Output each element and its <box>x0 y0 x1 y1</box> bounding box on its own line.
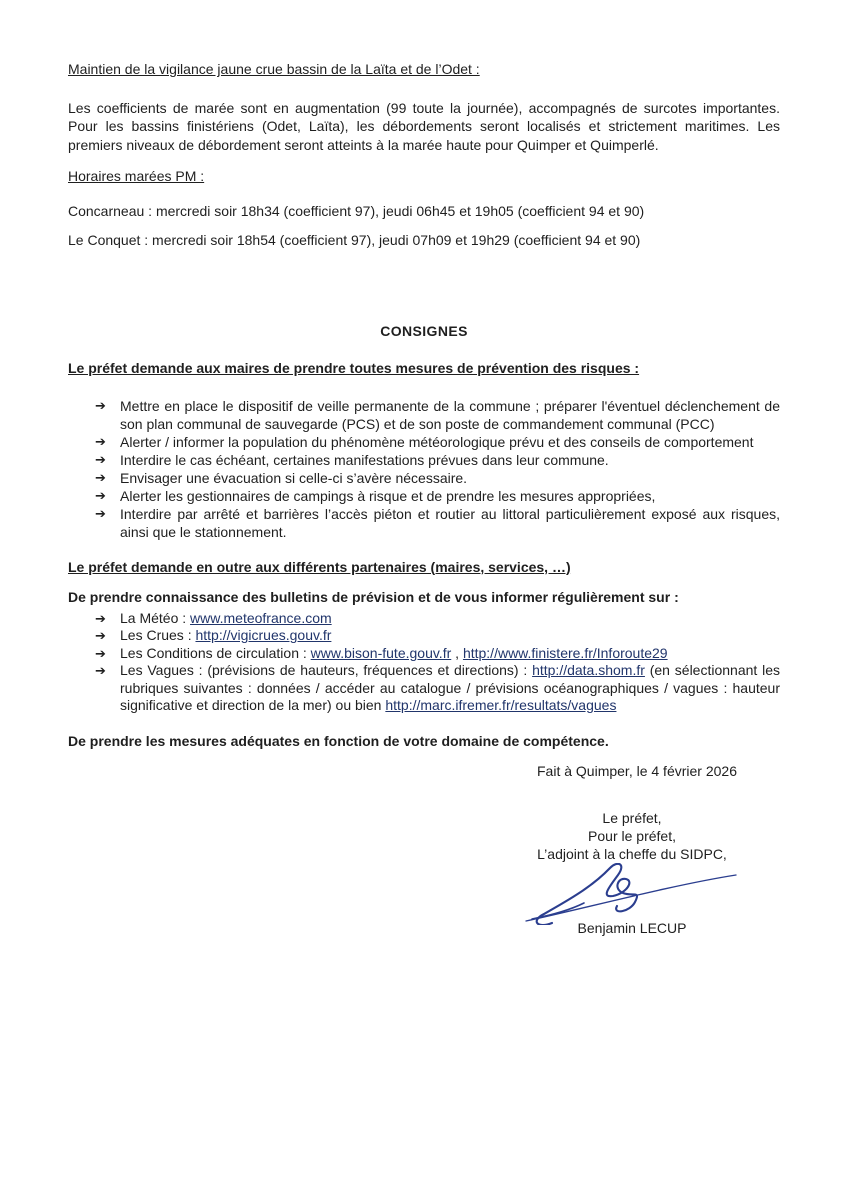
consigne-item <box>68 505 780 541</box>
consigne-item-text: Interdire le cas échéant, certaines manifestations prévues dans leur commune. <box>120 451 609 468</box>
mayors-instructions-list <box>68 397 780 541</box>
signature-title-3: L’adjoint à la cheffe du SIDPC, <box>537 845 727 862</box>
arrow-bullet-icon: ➔ <box>95 451 106 467</box>
consigne-item <box>68 397 780 433</box>
signature-title-2: Pour le préfet, <box>588 827 676 844</box>
info-link-item-vagues <box>68 662 780 715</box>
arrow-bullet-icon: ➔ <box>95 397 106 413</box>
arrow-bullet-icon: ➔ <box>95 645 106 661</box>
consigne-item <box>68 487 780 505</box>
mayors-instructions-heading: Le préfet demande aux maires de prendre toutes mesures de prévention des risques : <box>68 360 640 376</box>
crues-label: Les Crues : <box>120 627 196 643</box>
circulation-separator: , <box>451 644 463 661</box>
info-link-item-crues <box>68 627 780 645</box>
inforoute29-link[interactable]: http://www.finistere.fr/Inforoute29 <box>462 644 668 661</box>
shom-link[interactable]: http://data.shom.fr <box>532 662 645 678</box>
consigne-item <box>68 451 780 469</box>
consigne-item-text: Alerter / informer la population du phénomène météorologique prévu et des conseils de comportement <box>120 433 754 450</box>
meteo-label: La Météo : <box>120 609 191 626</box>
bison-fute-link[interactable]: www.bison-fute.gouv.fr <box>310 644 452 661</box>
consigne-item-text: Envisager une évacuation si celle-ci s’avère nécessaire. <box>120 469 468 486</box>
vagues-description: (en sélectionnant les rubriques suivantes : données / accéder au catalogue / prévisions océanographiques / vagues : hauteur significative et direction de la mer) ou bien <box>120 662 780 713</box>
consigne-item-text: Interdire par arrêté et barrières l’accès piéton et routier au littoral particulièrement exposé aux risques, ainsi que le stationnement. <box>120 505 780 540</box>
circulation-label: Les Conditions de circulation : <box>120 644 311 661</box>
consigne-item <box>68 433 780 451</box>
closing-instruction: De prendre les mesures adéquates en fonction de votre domaine de compétence. <box>68 732 609 749</box>
partners-instructions-heading: Le préfet demande en outre aux différents partenaires (maires, services, …) <box>68 558 571 575</box>
tide-line-concarneau: Concarneau : mercredi soir 18h34 (coefficient 97), jeudi 06h45 et 19h05 (coefficient 94 et 90) <box>68 202 645 219</box>
signature-title-1: Le préfet, <box>602 809 662 826</box>
consigne-item-text: Mettre en place le dispositif de veille permanente de la commune ; préparer l'éventuel déclenchement de son plan communal de sauvegarde (PCS) et de son poste de commandement communal (PCC) <box>120 397 780 432</box>
tides-heading: Horaires marées PM : <box>68 168 205 184</box>
arrow-bullet-icon: ➔ <box>95 433 106 449</box>
arrow-bullet-icon: ➔ <box>95 610 106 626</box>
place-date-line: Fait à Quimper, le 4 février 2026 <box>537 763 737 779</box>
info-link-item-meteo <box>68 610 780 628</box>
arrow-bullet-icon: ➔ <box>95 487 106 503</box>
info-sources-list <box>68 610 780 715</box>
consignes-title: CONSIGNES <box>380 322 468 339</box>
consigne-item <box>68 469 780 487</box>
info-link-item-circulation <box>68 645 780 663</box>
vigilance-heading: Maintien de la vigilance jaune crue bassin de la Laïta et de l’Odet : <box>68 61 480 77</box>
ifremer-link[interactable]: http://marc.ifremer.fr/resultats/vagues <box>385 697 617 713</box>
bulletins-heading: De prendre connaissance des bulletins de prévision et de vous informer régulièrement sur : <box>68 589 679 605</box>
arrow-bullet-icon: ➔ <box>95 469 106 485</box>
tide-line-le-conquet: Le Conquet : mercredi soir 18h54 (coefficient 97), jeudi 07h09 et 19h29 (coefficient 94 et 90) <box>68 232 641 248</box>
signature-name: Benjamin LECUP <box>577 919 687 936</box>
arrow-bullet-icon: ➔ <box>95 663 106 678</box>
arrow-bullet-icon: ➔ <box>95 505 106 521</box>
vigicrues-link[interactable]: http://vigicrues.gouv.fr <box>195 627 332 643</box>
vagues-label: Les Vagues : (prévisions de hauteurs, fréquences et directions) : <box>120 662 533 678</box>
tide-coefficients-paragraph: Les coefficients de marée sont en augmentation (99 toute la journée), accompagnés de surcotes importantes. Pour les bassins finistériens (Odet, Laïta), les débordements seront localisés et strictement maritimes. Les premiers niveaux de débordement seront atteints à la marée haute pour Quimper et Quimperlé. <box>68 99 780 153</box>
signature-block <box>482 809 782 937</box>
consigne-item-text: Alerter les gestionnaires de campings à risque et de prendre les mesures appropriées, <box>120 487 656 504</box>
meteofrance-link[interactable]: www.meteofrance.com <box>190 609 332 626</box>
signature-image <box>482 863 782 925</box>
arrow-bullet-icon: ➔ <box>95 628 106 643</box>
